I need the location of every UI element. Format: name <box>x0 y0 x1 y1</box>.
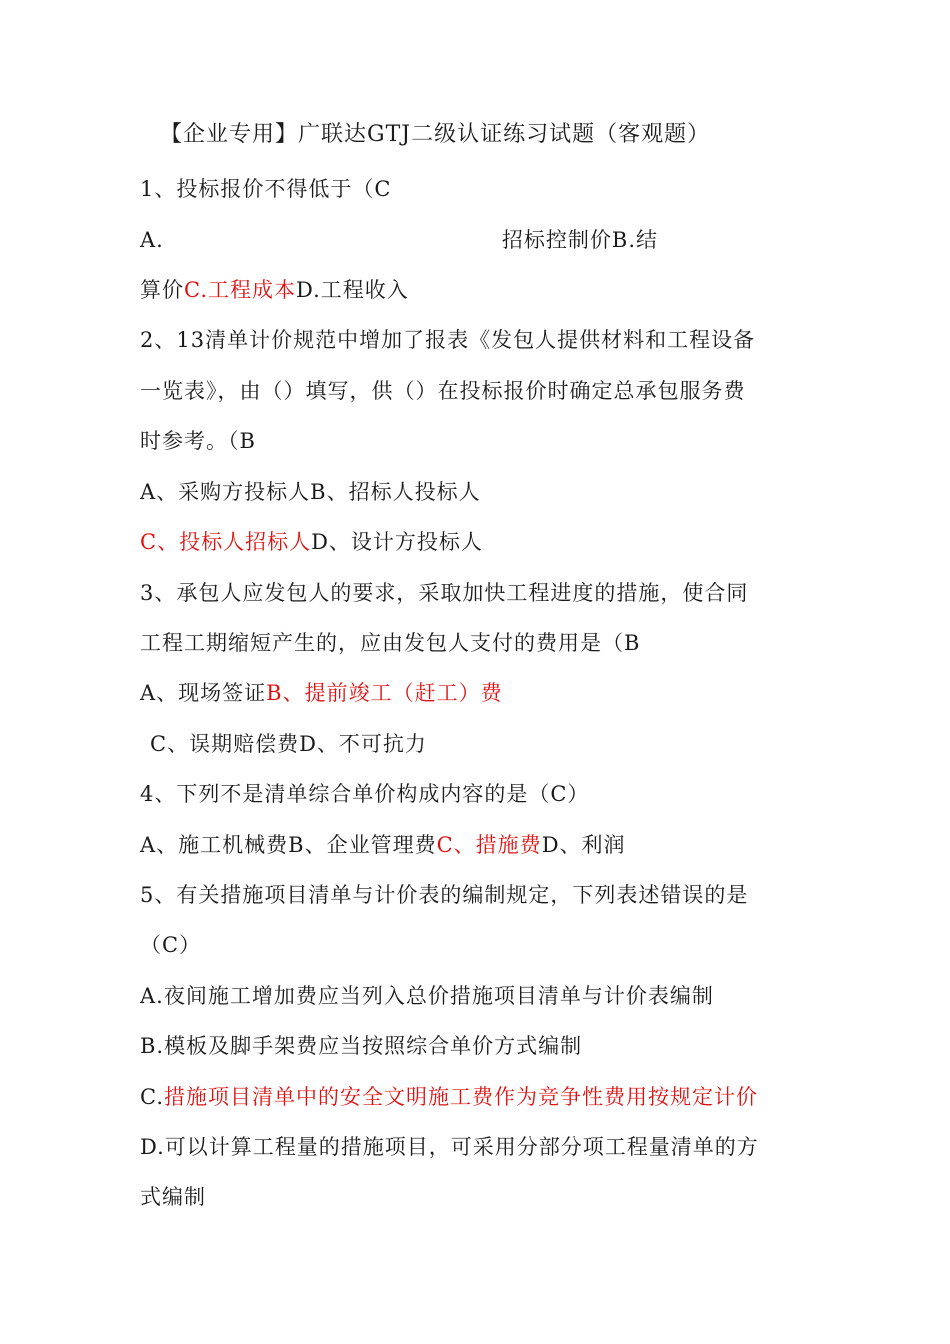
q2-stem-line2: 一览表》，由（）填写，供（）在投标报价时确定总承包服务费 <box>140 379 746 403</box>
q5-option-a: A.夜间施工增加费应当列入总价措施项目清单与计价表编制 <box>140 984 714 1008</box>
q2-stem-line1: 2、13清单计价规范中增加了报表《发包人提供材料和工程设备 <box>140 328 756 352</box>
q2-options-ab: A、采购方投标人B、招标人投标人 <box>140 480 481 504</box>
q5-stem-line1: 5、有关措施项目清单与计价表的编制规定，下列表述错误的是 <box>140 883 749 907</box>
q1-option-d: D.工程收入 <box>296 278 409 302</box>
q1-options-line2 <box>140 276 409 304</box>
q1-option-a-text: 招标控制价B.结 <box>501 228 658 252</box>
q2-option-d: D、设计方投标人 <box>311 530 483 554</box>
q4-options-ab: A、施工机械费B、企业管理费 <box>140 833 437 857</box>
q4-option-d: D、利润 <box>541 833 626 857</box>
q3-options-cd: C、误期赔偿费D、不可抗力 <box>150 732 427 756</box>
q5-option-d-line1: D.可以计算工程量的措施项目，可采用分部分项工程量清单的方 <box>140 1135 759 1159</box>
q3-options-ab <box>140 679 503 707</box>
q2-answer-c: C、投标人招标人 <box>140 530 312 554</box>
q1-answer-c: C.工程成本 <box>184 278 296 302</box>
q5-option-d-line2: 式编制 <box>140 1185 206 1209</box>
q3-stem-line2: 工程工期缩短产生的，应由发包人支付的费用是（B <box>140 631 641 655</box>
q5-stem-line2: （C） <box>140 933 202 957</box>
q4-options <box>140 831 626 859</box>
q3-option-a: A、现场签证 <box>140 681 267 705</box>
q3-answer-b: B、提前竣工（赶工）费 <box>266 681 503 705</box>
page-title: 【企业专用】广联达GTJ二级认证练习试题（客观题） <box>160 122 711 147</box>
q1-stem: 1、投标报价不得低于（C <box>140 177 392 201</box>
q1-option-a-line <box>140 226 804 254</box>
q5-option-b: B.模板及脚手架费应当按照综合单价方式编制 <box>140 1034 583 1058</box>
q1-option-a-cont: 算价 <box>140 278 184 302</box>
q5-option-c-line: C.措施项目清单中的安全文明施工费作为竞争性费用按规定计价 <box>140 1085 758 1109</box>
q4-stem: 4、下列不是清单综合单价构成内容的是（C） <box>140 782 590 806</box>
q3-stem-line1: 3、承包人应发包人的要求，采取加快工程进度的措施，使合同 <box>140 581 749 605</box>
q2-options-cd <box>140 528 483 556</box>
q1-option-a-prefix: A. <box>140 228 164 252</box>
q5-answer-c: 措施项目清单中的安全文明施工费作为竞争性费用按规定计价 <box>164 1085 758 1109</box>
q2-stem-line3: 时参考。（B <box>140 429 256 453</box>
q4-answer-c: C、措施费 <box>436 833 542 857</box>
